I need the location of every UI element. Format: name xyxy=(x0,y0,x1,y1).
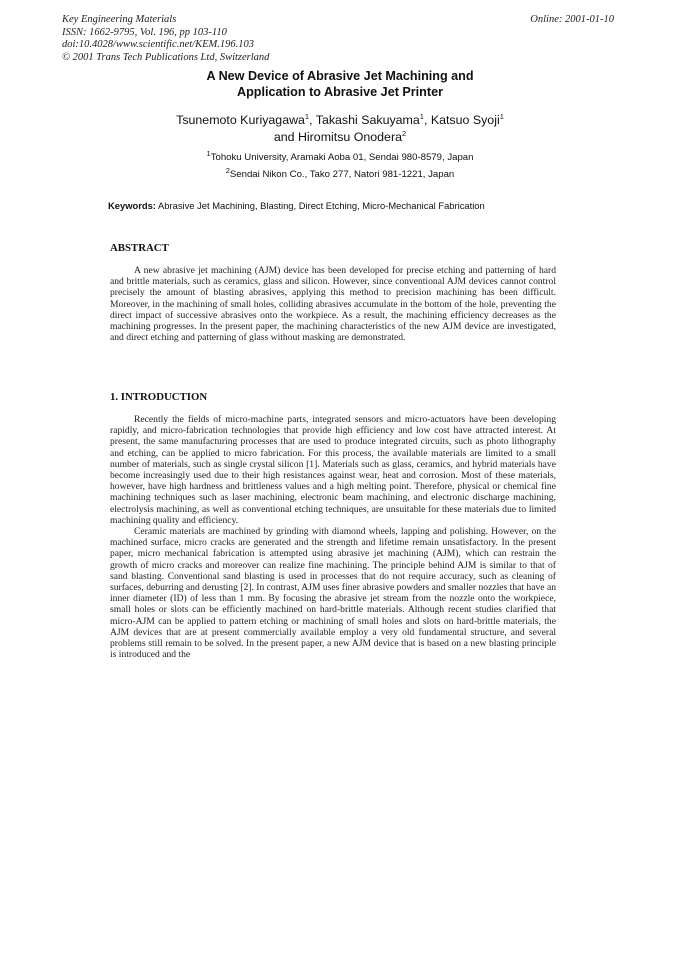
abstract-paragraph: A new abrasive jet machining (AJM) device has been developed for precise etching and patterning of hard and brittle materials, such as ceramics, glass and silicon. However, since conventional AJM devices cannot control precisely the amount of blasting abrasives, applying this method to precision machining has been difficult. Moreover, in the machining of small holes, colliding abrasives accumulate in the bottom of the hole, preventing the direct impact of successive abrasives onto the workpiece. As a result, the machining efficiency decreases as the machining progresses. In the present paper, the machining characteristics of the new AJM device are investigated, and direct etching and patterning of glass without masking are demonstrated. xyxy=(110,265,556,344)
keywords-label: Keywords: xyxy=(108,200,156,211)
author-name: Hiromitsu Onodera xyxy=(297,130,402,144)
affiliation-mark: 1 xyxy=(304,111,310,121)
abstract-heading: ABSTRACT xyxy=(110,242,169,254)
affiliation-number: 2 xyxy=(225,165,230,175)
author-name: Katsuo Syoji xyxy=(430,113,500,127)
author-separator: , xyxy=(309,113,316,127)
journal-name: Key Engineering Materials xyxy=(62,14,177,25)
issn-line: ISSN: 1662-9795, Vol. 196, pp 103-110 xyxy=(62,26,227,38)
keywords-list: Abrasive Jet Machining, Blasting, Direct Etching, Micro-Mechanical Fabrication xyxy=(155,200,485,211)
affiliation-text: Sendai Nikon Co., Tako 277, Natori 981-1221, Japan xyxy=(229,169,455,180)
online-date: Online: 2001-01-10 xyxy=(530,14,614,25)
affiliation-number: 1 xyxy=(206,148,211,158)
journal-header xyxy=(62,14,392,64)
introduction-heading: 1. INTRODUCTION xyxy=(110,391,208,403)
author-separator: , xyxy=(423,113,431,127)
title-line-2: Application to Abrasive Jet Printer xyxy=(237,85,443,99)
doi-line: doi:10.4028/www.scientific.net/KEM.196.103 xyxy=(62,39,254,50)
author-name: Takashi Sakuyama xyxy=(315,113,420,127)
introduction-paragraph-1: Recently the fields of micro-machine parts, integrated sensors and micro-actuators have been developing rapidly, and micro-fabrication technologies that provide high efficiency and low cost have attracted interest. At present, the same manufacturing processes that are used to produce integrated circuits, such as photo lithography and etching, can be applied to micro fabrication. For this process, the available materials are limited to a small number of materials, such as single crystal silicon [1]. Materials such as glass, ceramics, and hybrid materials have become increasingly used due to their high resistances against wear, heat and corrosion. Most of these materials, however, have high hardness and brittleness values and a high melting point. Therefore, physical or chemical fine machining techniques such as laser machining, electronic beam machining, and electronic discharge machining, electrolysis machining, as well as conventional etching techniques, are unsuitable for these materials due to limited machining quality and efficiency. xyxy=(110,414,556,526)
affiliation-text: Tohoku University, Aramaki Aoba 01, Sendai 980-8579, Japan xyxy=(210,152,474,163)
abstract-body xyxy=(110,265,556,343)
author-conjunction: and xyxy=(273,130,298,144)
author-name: Tsunemoto Kuriyagawa xyxy=(176,113,305,127)
author-line-1 xyxy=(90,112,590,129)
author-line-2 xyxy=(90,129,590,146)
affiliation-mark: 2 xyxy=(401,128,407,138)
copyright-line: © 2001 Trans Tech Publications Ltd, Switzerland xyxy=(62,51,270,63)
affiliation-1 xyxy=(90,148,590,164)
introduction-paragraph-2: Ceramic materials are machined by grinding with diamond wheels, lapping and polishing. However, on the machined surface, micro cracks are generated and the strength and lifetime remain unsatisfactory. In the present paper, micro mechanical fabrication is attempted using abrasive jet machining (AJM), which can restrain the growth of micro cracks and moreover can realize fine machining. The principle behind AJM is similar to that of sand blasting. Conventional sand blasting is used in processes that do not require accuracy, such as cleaning of surfaces, deburring and derusting [2]. In contrast, AJM uses finer abrasive powders and smaller nozzles that have an inner diameter (ID) of less than 1 mm. By focusing the abrasive jet stream from the nozzle onto the workpiece, small holes or slots can be efficiently machined on hard-brittle materials. Although recent studies clarified that micro-AJM can be applied to pattern etching or machining of small holes and slots on hard-brittle materials, the AJM devices that are at present commercially available employ a very old fundamental structure, and several problems still remain to be solved. In the present paper, a new AJM device that is based on a new blasting principle is introduced and the xyxy=(110,526,556,661)
author-list xyxy=(90,112,590,146)
keywords xyxy=(108,200,568,212)
title-line-1: A New Device of Abrasive Jet Machining and xyxy=(206,69,474,83)
affiliation-2 xyxy=(90,165,590,181)
affiliation-mark: 1 xyxy=(419,111,424,121)
paper-title xyxy=(90,68,590,100)
introduction-body xyxy=(110,414,556,660)
affiliation-mark: 1 xyxy=(499,111,504,121)
